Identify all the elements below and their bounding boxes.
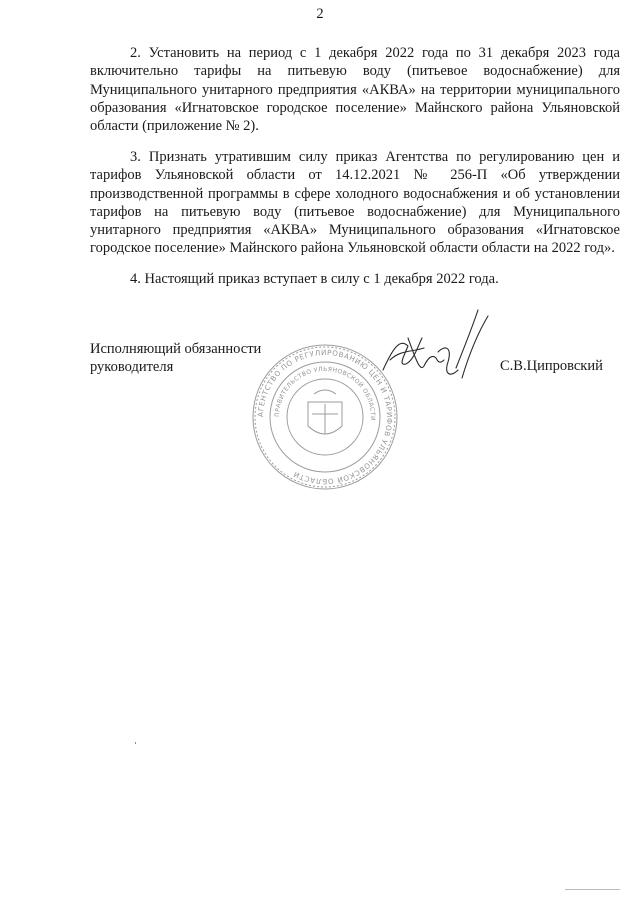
paragraph-effective-date: 4. Настоящий приказ вступает в силу с 1 декабря 2022 года. (130, 271, 499, 287)
handwritten-signature (378, 308, 498, 398)
seal-inner-text: ПРАВИТЕЛЬСТВО УЛЬЯНОВСКОЙ ОБЛАСТИ (273, 365, 377, 422)
signatory-role (90, 340, 261, 377)
scan-speck (135, 742, 136, 744)
signatory-role-line1: Исполняющий обязанности (90, 341, 262, 357)
seal-outer-text: АГЕНТСТВО ПО РЕГУЛИРОВАНИЮ ЦЕН И ТАРИФОВ УЛЬЯНОВСКОЙ ОБЛАСТИ (255, 347, 395, 487)
signatory-role-line2: руководителя (90, 359, 174, 376)
page-number: 2 (316, 6, 324, 22)
signatory-name: С.В.Ципровский (500, 358, 603, 374)
paragraph-tariff-setting: 2. Установить на период с 1 декабря 2022 года по 31 декабря 2023 года включительно тарифы на питьевую воду (питьевое водоснабжение) для Муниципального унитарного предприятия «АКВА» на территории муниципального образования «Игнатовское городское поселение» Майнского района Ульяновской области (приложение № 2). (90, 45, 620, 135)
paragraph-repeal-order: 3. Признать утратившим силу приказ Агентства по регулированию цен и тарифов Ульяновской области от 14.12.2021 № 256-П «Об утверждении производственной программы в сфере холодного водоснабжения и об установлении тарифов на питьевую воду (питьевое водоснабжение) для Муниципального унитарного предприятия «АКВА» Муниципального образования «Игнатовское городское поселение» Майнского района Ульяновской области области на 2022 год». (90, 149, 620, 257)
scan-speck (565, 889, 620, 890)
